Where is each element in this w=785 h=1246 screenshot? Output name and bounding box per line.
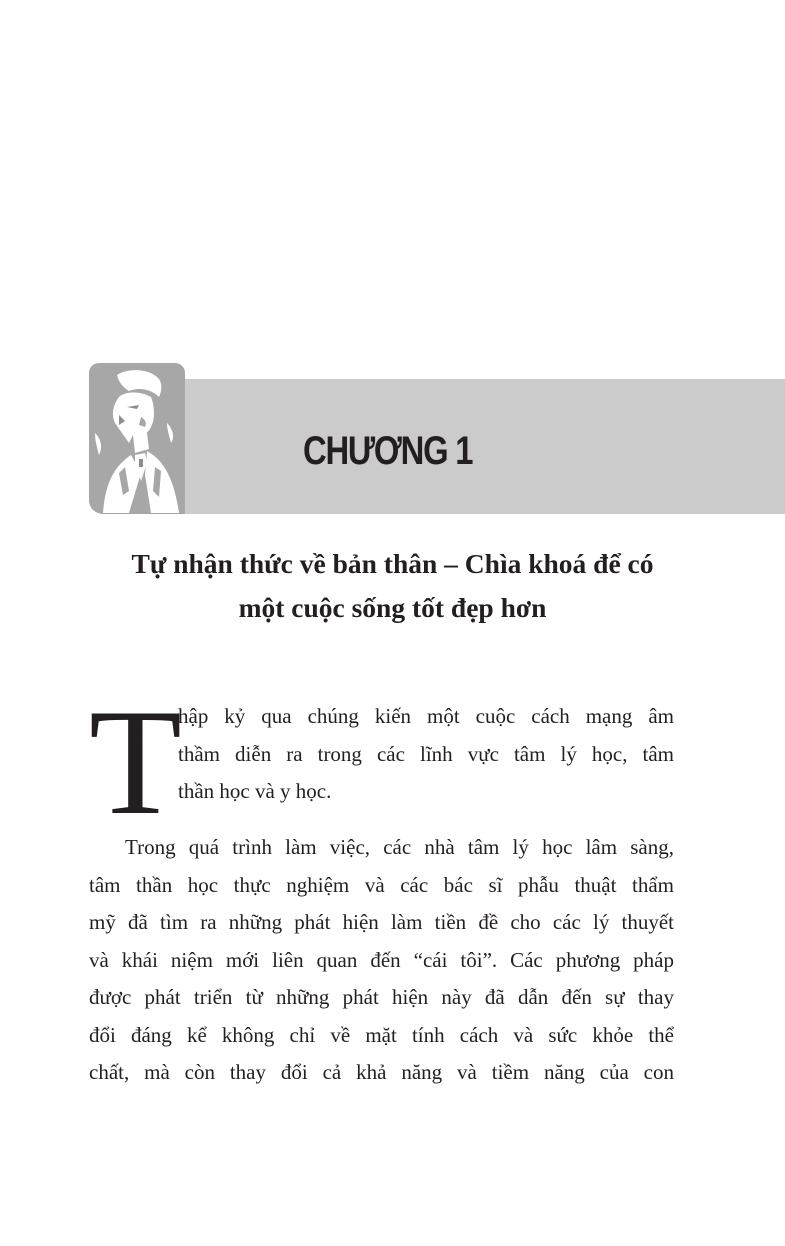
man-portrait-silhouette-icon: [89, 363, 185, 514]
text-line: được phát triển từ những phát hiện này đã dẫn đến sự thay: [89, 985, 674, 1009]
subtitle-line: Tự nhận thức về bản thân – Chìa khoá để có: [131, 548, 654, 579]
chapter-portrait: [89, 363, 185, 514]
body-paragraph: [89, 829, 674, 1092]
subtitle-line: một cuộc sống tốt đẹp hơn: [238, 592, 547, 623]
text-line: thầm diễn ra trong các lĩnh vực tâm lý học, tâm: [178, 741, 674, 766]
drop-cap-letter: T: [89, 678, 180, 846]
text-line: hập kỷ qua chúng kiến một cuộc cách mạng âm: [178, 704, 674, 728]
text-line: chất, mà còn thay đổi cả khả năng và tiềm năng của con: [89, 1060, 674, 1084]
text-line: mỹ đã tìm ra những phát hiện làm tiền đề cho các lý thuyết: [89, 910, 674, 934]
text-line: đổi đáng kể không chỉ về mặt tính cách và sức khỏe thể: [89, 1022, 674, 1047]
text-line: tâm thần học thực nghiệm và các bác sĩ phẫu thuật thẩm: [89, 872, 674, 897]
lead-paragraph: [178, 698, 674, 811]
text-line: thần học và y học.: [178, 779, 332, 803]
text-line: và khái niệm mới liên quan đến “cái tôi”. Các phương pháp: [89, 947, 674, 972]
chapter-title: CHƯƠNG 1: [303, 429, 473, 473]
text-line: Trong quá trình làm việc, các nhà tâm lý học lâm sàng,: [125, 835, 674, 859]
chapter-subtitle: [60, 542, 725, 630]
